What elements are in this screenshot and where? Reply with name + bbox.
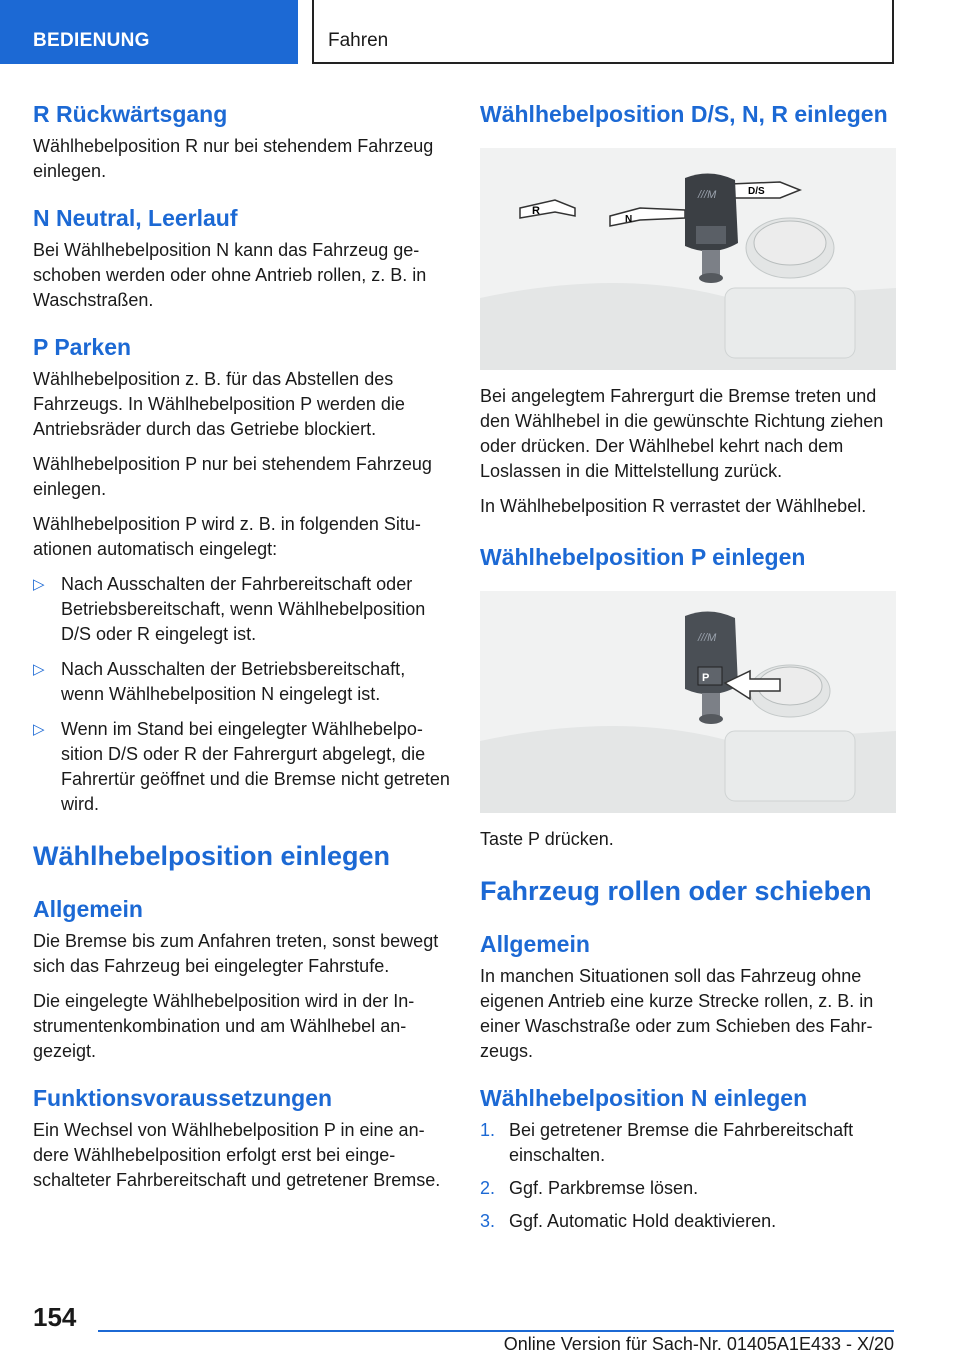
section-tab (0, 0, 298, 64)
paragraph: Wählhebelposition P wird z. B. in folgenden Situationen automatisch eingelegt: (33, 514, 421, 559)
heading-p-einlegen: Wählhebelposition P einlegen (480, 544, 806, 570)
gear-selector-dsnr-illustration (480, 148, 896, 370)
m-logo: ///M (698, 632, 717, 644)
heading-waehlhebelposition-einlegen: Wählhebelposition einlegen (33, 841, 391, 871)
paragraph: Ein Wechsel von Wählhebelposition P in eine andere Wählhebelposition erfolgt erst bei eingeschalteter Fahrbereitschaft und getretener Bremse. (33, 1120, 441, 1190)
heading-n-einlegen: Wählhebelposition N einlegen (480, 1085, 808, 1111)
n-arrow-label: N (625, 214, 633, 225)
p-button-label: P (702, 672, 710, 684)
right-column (480, 100, 896, 1242)
heading-p-parken: P Parken (33, 334, 132, 360)
triangle-bullet-icon: ▷ (33, 661, 45, 678)
heading-dsnr-einlegen: Wählhebelposition D/S, N, R einlegen (480, 101, 888, 127)
paragraph: Wählhebelposition R nur bei stehendem Fahrzeug einlegen. (33, 136, 434, 181)
paragraph: Die Bremse bis zum Anfahren treten, sonst bewegt sich das Fahrzeug bei eingelegter Fahrstufe. (33, 931, 439, 976)
paragraph: Bei angelegtem Fahrergurt die Bremse treten und den Wählhebel in die gewünschte Richtung ziehen oder drücken. Der Wählhebel kehrt nach dem Loslassen in die Mittelstellung zurück. (480, 386, 884, 481)
page-number: 154 (33, 1302, 77, 1332)
m-logo: ///M (698, 189, 717, 201)
list-item: ▷ Wenn im Stand bei eingelegter Wählhebelposition D/S oder R der Fahrergurt abgelegt, die Fahrertür geöffnet und die Bremse nicht getreten wird. (33, 719, 450, 814)
heading-funktionsvoraussetzungen: Funktionsvoraussetzungen (33, 1085, 333, 1111)
heading-allgemein: Allgemein (480, 931, 590, 957)
list-item: ▷ Nach Ausschalten der Fahrbereitschaft oder Betriebsbereitschaft, wenn Wählhebelposition D/S oder R eingelegt ist. (33, 574, 426, 644)
caption: Taste P drücken. (480, 829, 614, 849)
list-item: 2. Ggf. Parkbremse lösen. (480, 1178, 699, 1198)
section-label: BEDIENUNG (33, 30, 150, 51)
paragraph: In manchen Situationen soll das Fahrzeug ohne eigenen Antrieb eine kurze Strecke rollen, z. B. in einer Waschstraße oder zum Schieben des Fahrzeugs. (480, 966, 874, 1061)
r-arrow-label: R (532, 205, 540, 217)
bullet-list (33, 572, 453, 817)
list-item: 1. Bei getretener Bremse die Fahrbereitschaft einschalten. (480, 1120, 854, 1165)
gear-selector-p-illustration (480, 591, 896, 813)
paragraph: Die eingelegte Wählhebelposition wird in der Instrumentenkombination und am Wählhebel angezeigt. (33, 991, 415, 1061)
footer-text: Online Version für Sach-Nr. 01405A1E433 - X/20 (503, 1334, 894, 1354)
list-item: ▷ Nach Ausschalten der Betriebsbereitschaft, wenn Wählhebelposition N eingelegt ist. (33, 659, 406, 704)
gear-selector-drawing (480, 148, 896, 370)
chapter-header (312, 0, 894, 64)
heading-n-neutral: N Neutral, Leerlauf (33, 205, 238, 231)
list-item: 3. Ggf. Automatic Hold deaktivieren. (480, 1211, 777, 1231)
triangle-bullet-icon: ▷ (33, 576, 45, 593)
paragraph: In Wählhebelposition R verrastet der Wählhebel. (480, 496, 867, 516)
heading-fahrzeug-rollen: Fahrzeug rollen oder schieben (480, 876, 872, 906)
left-column (33, 100, 453, 1193)
paragraph: Wählhebelposition P nur bei stehendem Fahrzeug einlegen. (33, 454, 432, 499)
heading-r-rueckwaertsgang: R Rückwärtsgang (33, 101, 228, 127)
triangle-bullet-icon: ▷ (33, 721, 45, 738)
steps-list (480, 1118, 896, 1234)
chapter-label: Fahren (328, 30, 389, 51)
footer-divider (98, 1330, 894, 1332)
paragraph: Bei Wählhebelposition N kann das Fahrzeug geschoben werden oder ohne Antrieb rollen, z. B. in Waschstraßen. (33, 240, 427, 310)
paragraph: Wählhebelposition z. B. für das Abstellen des Fahrzeugs. In Wählhebelposition P werden die Antriebsräder durch das Getriebe blockiert. (33, 369, 405, 439)
ds-arrow-label: D/S (748, 186, 765, 197)
heading-allgemein: Allgemein (33, 896, 143, 922)
gear-selector-p-drawing (480, 591, 896, 813)
